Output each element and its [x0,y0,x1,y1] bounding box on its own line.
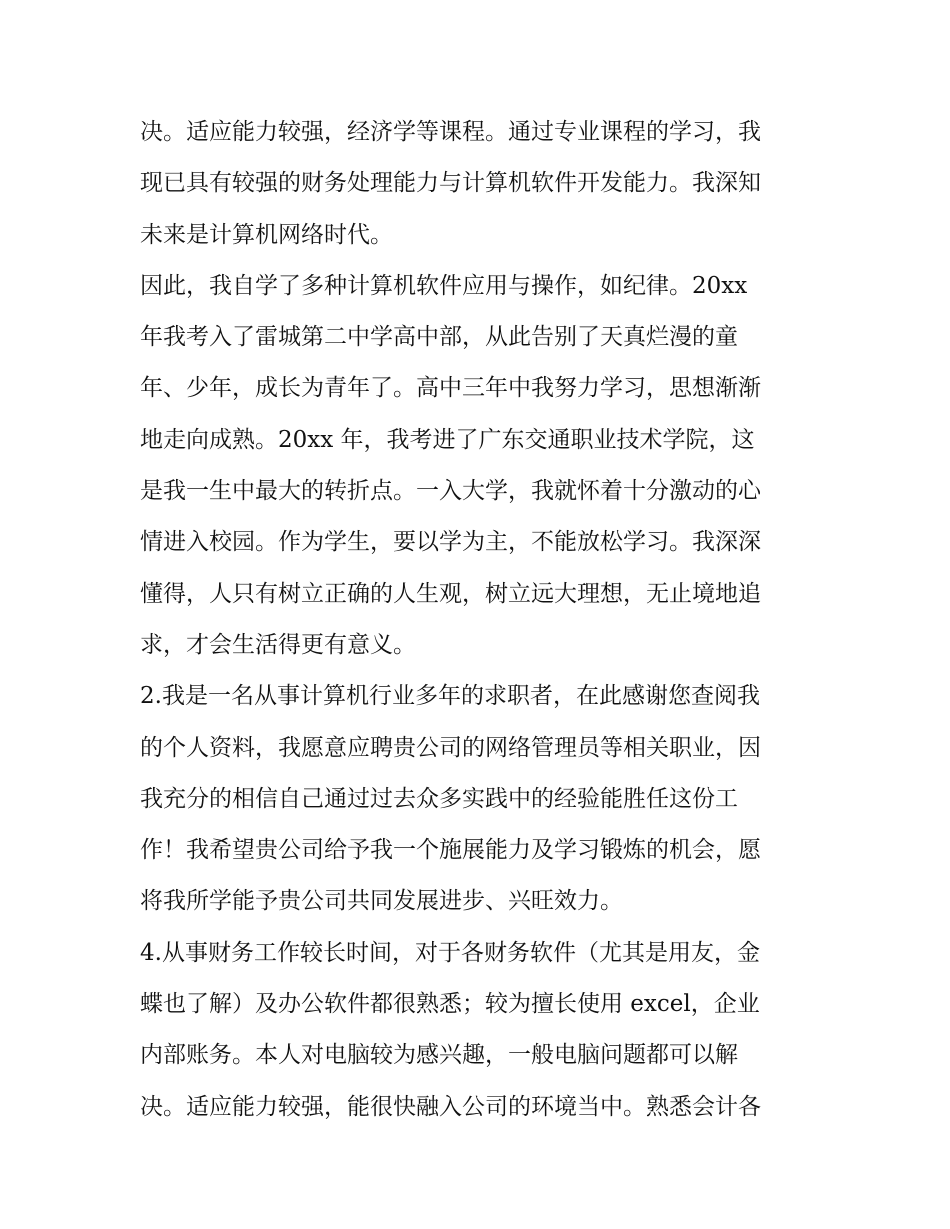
text-line: 求，才会生活得更有意义。 [140,631,416,658]
text-line: 2.我是一名从事计算机行业多年的求职者，在此感谢您查阅我 [140,683,760,710]
text-line: 现已具有较强的财务处理能力与计算机软件开发能力。我深知 [140,170,761,197]
text-line: 决。适应能力较强，能很快融入公司的环境当中。熟悉会计各 [140,1093,761,1120]
document-body [140,107,820,1133]
text-line: 懂得，人只有树立正确的人生观，树立远大理想，无止境地追 [140,580,761,607]
text-line: 年我考入了雷城第二中学高中部，从此告别了天真烂漫的童 [140,324,738,351]
text-line: 是我一生中最大的转折点。一入大学，我就怀着十分激动的心 [140,478,761,505]
text-line: 内部账务。本人对电脑较为感兴趣，一般电脑问题都可以解 [140,1042,738,1069]
text-line: 蝶也了解）及办公软件都很熟悉；较为擅长使用 excel，企业 [140,991,760,1018]
text-line: 因此，我自学了多种计算机软件应用与操作，如纪律。20xx [140,272,748,299]
text-line: 将我所学能予贵公司共同发展进步、兴旺效力。 [140,888,623,915]
text-line: 我充分的相信自己通过过去众多实践中的经验能胜任这份工 [140,785,738,812]
text-line: 作！我希望贵公司给予我一个施展能力及学习锻炼的机会，愿 [140,837,761,864]
text-line: 地走向成熟。20xx 年，我考进了广东交通职业技术学院，这 [140,426,755,453]
text-line: 4.从事财务工作较长时间，对于各财务软件（尤其是用友，金 [140,939,760,966]
text-line: 决。适应能力较强，经济学等课程。通过专业课程的学习，我 [140,119,761,145]
text-line: 情进入校园。作为学生，要以学为主，不能放松学习。我深深 [140,529,761,556]
text-line: 的个人资料，我愿意应聘贵公司的网络管理员等相关职业，因 [140,734,761,761]
text-line: 未来是计算机网络时代。 [140,221,393,248]
text-line: 年、少年，成长为青年了。高中三年中我努力学习，思想渐渐 [140,375,761,402]
